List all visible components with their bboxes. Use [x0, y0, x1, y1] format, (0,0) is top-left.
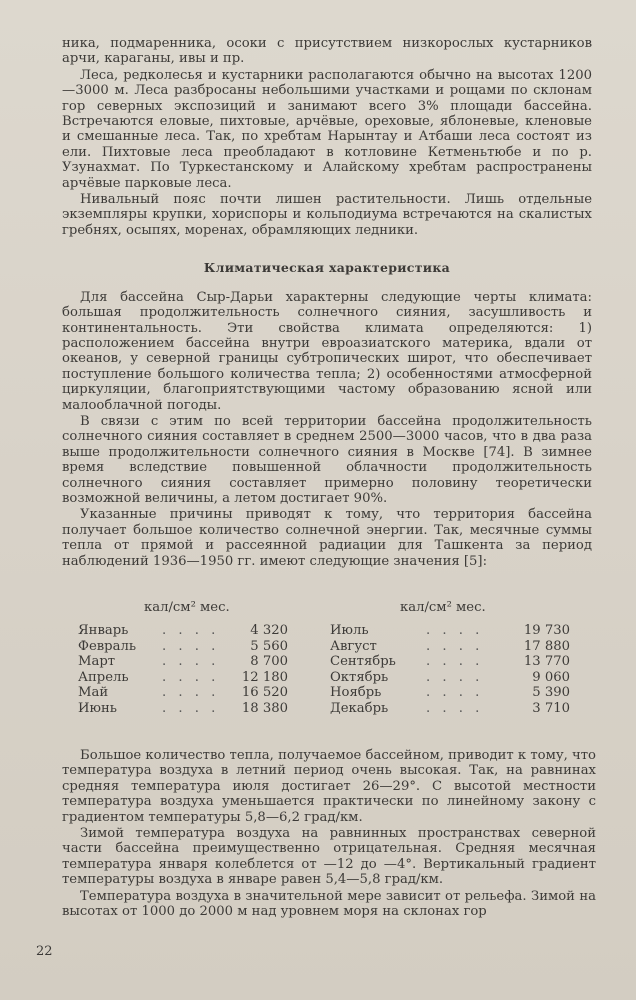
month-value: 9 060	[532, 669, 570, 685]
leader-dots: . . . .	[162, 654, 220, 670]
table-row	[78, 701, 288, 717]
month-value: 5 390	[532, 685, 570, 701]
month-value: 13 770	[523, 654, 570, 670]
month-name: Май	[78, 685, 109, 701]
leader-dots: . . . .	[426, 654, 484, 670]
month-name: Июнь	[78, 700, 117, 716]
table-row	[78, 670, 288, 686]
leader-dots: . . . .	[162, 623, 220, 638]
month-name: Август	[330, 638, 377, 654]
month-value: 5 560	[250, 638, 288, 654]
leader-dots: . . . .	[162, 638, 220, 654]
paragraph-forests: Леса, редколесья и кустарники располагаются обычно на высотах 1200—3000 м. Леса разбросаны небольшими участками и рощами по склонам гор северных экспозиций и занимают всего 3% площади бассейна. Встречаются еловые, пихтовые, арчёвые, ореховые, яблоневые, кленовые и смешанные леса. Так, по хребтам Нарынтау и Атбаши леса состоят из ели. Пихтовые леса преобладают в котловине Кетменьтюбе и по р. Узунахмат. По Туркестанскому и Алайскому хребтам распространены арчёвые парковые леса.	[62, 67, 592, 191]
month-name: Октябрь	[330, 669, 389, 685]
month-value: 16 520	[241, 685, 288, 701]
table-row	[330, 685, 570, 701]
table-row	[330, 670, 570, 686]
month-name: Апрель	[78, 669, 129, 685]
leader-dots: . . . .	[426, 623, 484, 638]
paragraph-summer-temperature: Большое количество тепла, получаемое бассейном, приводит к тому, что температура воздуха в летний период очень высокая. Так, на равнинах средняя температура июля достигает 26—29°. С высотой местности температура воздуха уменьшается практически по линейному закону с градиентом температуры 5,8—6,2 град/км.	[62, 748, 596, 825]
month-name: Сентябрь	[330, 654, 396, 670]
radiation-table-left	[78, 600, 288, 717]
month-name: Февраль	[78, 638, 137, 654]
table-unit-right: кал/см² мес.	[400, 600, 486, 615]
paragraph-relief: Температура воздуха в значительной мере зависит от рельефа. Зимой на высотах от 1000 до 2000 м над уровнем моря на склонах гор	[62, 888, 596, 920]
month-name: Март	[78, 654, 116, 670]
paragraph-vegetation-end: ника, подмаренника, осоки с присутствием низкорослых кустарников арчи, караганы, ивы и пр.	[62, 36, 592, 67]
table-row	[330, 701, 570, 717]
table-row	[78, 623, 288, 639]
table-unit-left: кал/см² мес.	[144, 600, 230, 615]
leader-dots: . . . .	[162, 700, 220, 716]
table-row	[330, 639, 570, 655]
section-title: Климатическая характеристика	[203, 260, 451, 276]
radiation-table-right	[330, 600, 570, 717]
paragraph-winter-temperature: Зимой температура воздуха на равнинных пространствах северной части бассейна преимущественно отрицательная. Средняя месячная температура января колеблется от —12 до —4°. Вертикальный градиент температуры воздуха в январе равен 5,4—5,8 град/км.	[62, 826, 596, 888]
radiation-table	[78, 600, 578, 730]
leader-dots: . . . .	[426, 700, 484, 716]
month-name: Ноябрь	[330, 685, 382, 701]
paragraph-nival-belt: Нивальный пояс почти лишен растительности. Лишь отдельные экземпляры крупки, хориспоры и кольподиума встречаются на скалистых гребнях, осыпях, моренах, обрамляющих ледники.	[62, 192, 592, 238]
page-number: 22	[36, 944, 53, 959]
leader-dots: . . . .	[426, 638, 484, 654]
table-row	[330, 654, 570, 670]
month-name: Июль	[330, 623, 369, 638]
paragraph-solar-energy: Указанные причины приводят к тому, что территория бассейна получает большое количество солнечной энергии. Так, месячные суммы тепла от прямой и рассеянной радиации для Ташкента за период наблюдений 1936—1950 гг. имеют следующие значения [5]:	[62, 507, 592, 569]
month-value: 19 730	[523, 623, 570, 638]
leader-dots: . . . .	[162, 685, 220, 701]
month-value: 17 880	[523, 638, 570, 654]
month-value: 4 320	[250, 623, 288, 638]
table-row	[78, 639, 288, 655]
month-name: Декабрь	[330, 700, 389, 716]
upper-text-block	[62, 36, 592, 570]
month-name: Январь	[78, 623, 129, 638]
paragraph-climate-features: Для бассейна Сыр-Дарьи характерны следующие черты климата: большая продолжительность солнечного сияния, засушливость и континентальность. Эти свойства климата определяются: 1) расположением бассейна внутри евроазиатского материка, вдали от океанов, у северной границы субтропических широт, что обеспечивает поступление большого количества тепла; 2) особенностями атмосферной циркуляции, благоприятствующими частому образованию ясной или малооблачной погоды.	[62, 289, 592, 413]
leader-dots: . . . .	[426, 669, 484, 685]
leader-dots: . . . .	[426, 685, 484, 701]
month-value: 3 710	[532, 700, 570, 716]
table-row	[330, 623, 570, 639]
leader-dots: . . . .	[162, 669, 220, 685]
paragraph-sunshine: В связи с этим по всей территории бассейна продолжительность солнечного сияния составляет в среднем 2500—3000 часов, что в два раза выше продолжительности солнечного сияния в Москве [74]. В зимнее время вследствие повышенной облачности продолжительность солнечного сияния составляет примерно половину теоретически возможной величины, а летом достигает 90%.	[62, 413, 592, 506]
lower-text-block	[62, 748, 596, 920]
month-value: 12 180	[241, 669, 288, 685]
month-value: 18 380	[241, 700, 288, 716]
month-value: 8 700	[250, 654, 288, 670]
table-row	[78, 685, 288, 701]
table-row	[78, 654, 288, 670]
